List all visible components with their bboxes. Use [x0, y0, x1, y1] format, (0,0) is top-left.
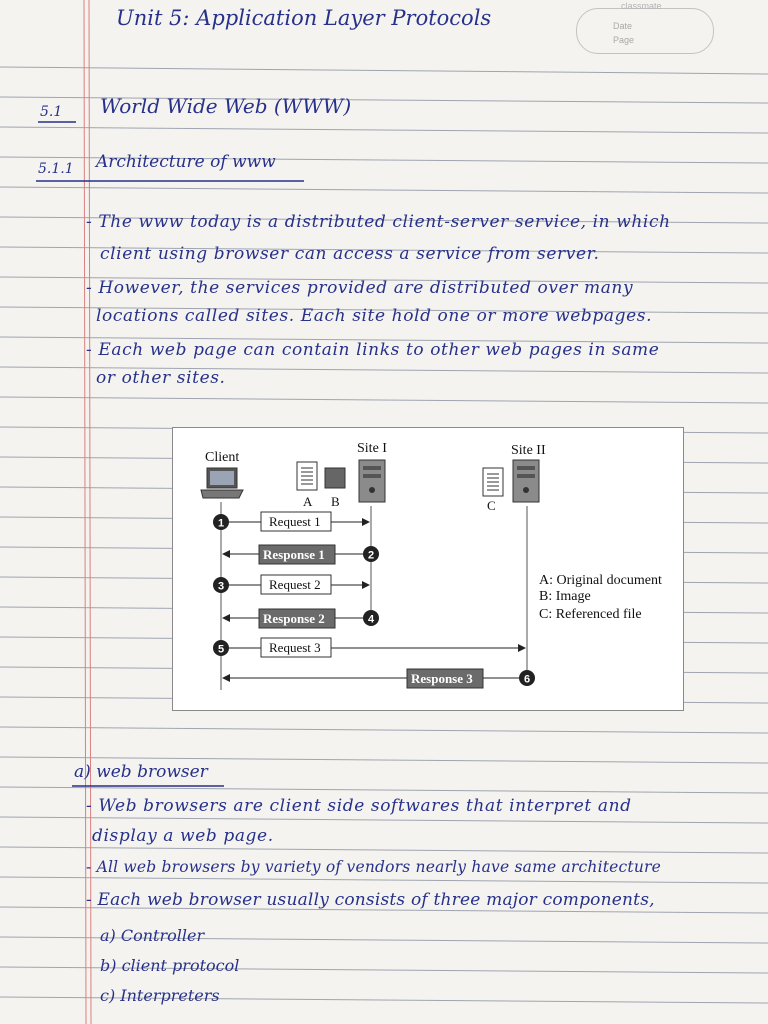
subsection-number: 5.1.1 [38, 161, 74, 177]
doc-a-label: A [303, 494, 313, 509]
document-a-icon [297, 462, 317, 490]
step-number: 6 [523, 673, 531, 686]
doc-c-label: C [487, 498, 496, 513]
subsection-title: Architecture of www [96, 152, 276, 172]
site1-label: Site I [357, 441, 387, 456]
legend-item: C: Referenced file [539, 607, 642, 622]
image-b-icon [325, 468, 345, 488]
step-number: 3 [217, 580, 225, 593]
intro-line: or other sites. [96, 368, 226, 388]
subsection-underline [36, 178, 306, 184]
browser-line: display a web page. [92, 826, 274, 846]
browser-line: - Each web browser usually consists of three major components, [86, 890, 655, 910]
browser-line: - Web browsers are client side softwares that interpret and [86, 796, 632, 816]
step-number: 2 [367, 549, 375, 562]
message-label: Response 1 [263, 547, 325, 562]
stamp-date-label: Date [613, 21, 633, 31]
legend-item: A: Original document [539, 573, 662, 588]
section-number: 5.1 [40, 104, 63, 120]
intro-line: - The www today is a distributed client-server service, in which [86, 212, 671, 232]
message-label: Request 3 [269, 640, 321, 655]
step-number: 1 [217, 517, 225, 530]
intro-line: locations called sites. Each site hold one or more webpages. [96, 306, 653, 326]
step-number: 5 [217, 643, 225, 656]
message-label: Request 2 [269, 577, 321, 592]
message-label: Request 1 [269, 514, 321, 529]
component-item: b) client protocol [100, 956, 240, 975]
intro-line: - Each web page can contain links to other web pages in same [86, 340, 660, 360]
component-item: c) Interpreters [100, 986, 220, 1005]
heading-underline [72, 784, 228, 788]
client-label: Client [205, 450, 240, 465]
section-number-underline [38, 120, 78, 124]
step-number: 4 [367, 613, 375, 626]
message-label: Response 2 [263, 611, 325, 626]
document-c-icon [483, 468, 503, 496]
unit-title: Unit 5: Application Layer Protocols [116, 6, 492, 30]
intro-line: client using browser can access a service from server. [100, 244, 600, 264]
browser-line: - All web browsers by variety of vendors nearly have same architecture [86, 858, 662, 876]
subsection-heading: a) web browser [74, 762, 208, 782]
doc-b-label: B [331, 494, 340, 509]
component-item: a) Controller [100, 926, 205, 945]
message-label: Response 3 [411, 671, 473, 686]
laptop-icon [201, 468, 243, 498]
figure-canvas [173, 428, 683, 710]
www-architecture-figure [172, 427, 684, 711]
intro-line: - However, the services provided are distributed over many [86, 278, 634, 298]
stamp-brand: classmate [621, 1, 662, 11]
server-site1-icon [359, 460, 385, 502]
stamp-page-label: Page [613, 35, 635, 45]
site2-label: Site II [511, 443, 546, 458]
legend-item: B: Image [539, 589, 591, 604]
server-site2-icon [513, 460, 539, 502]
section-title: World Wide Web (WWW) [100, 94, 352, 118]
notebook-stamp [576, 1, 714, 54]
